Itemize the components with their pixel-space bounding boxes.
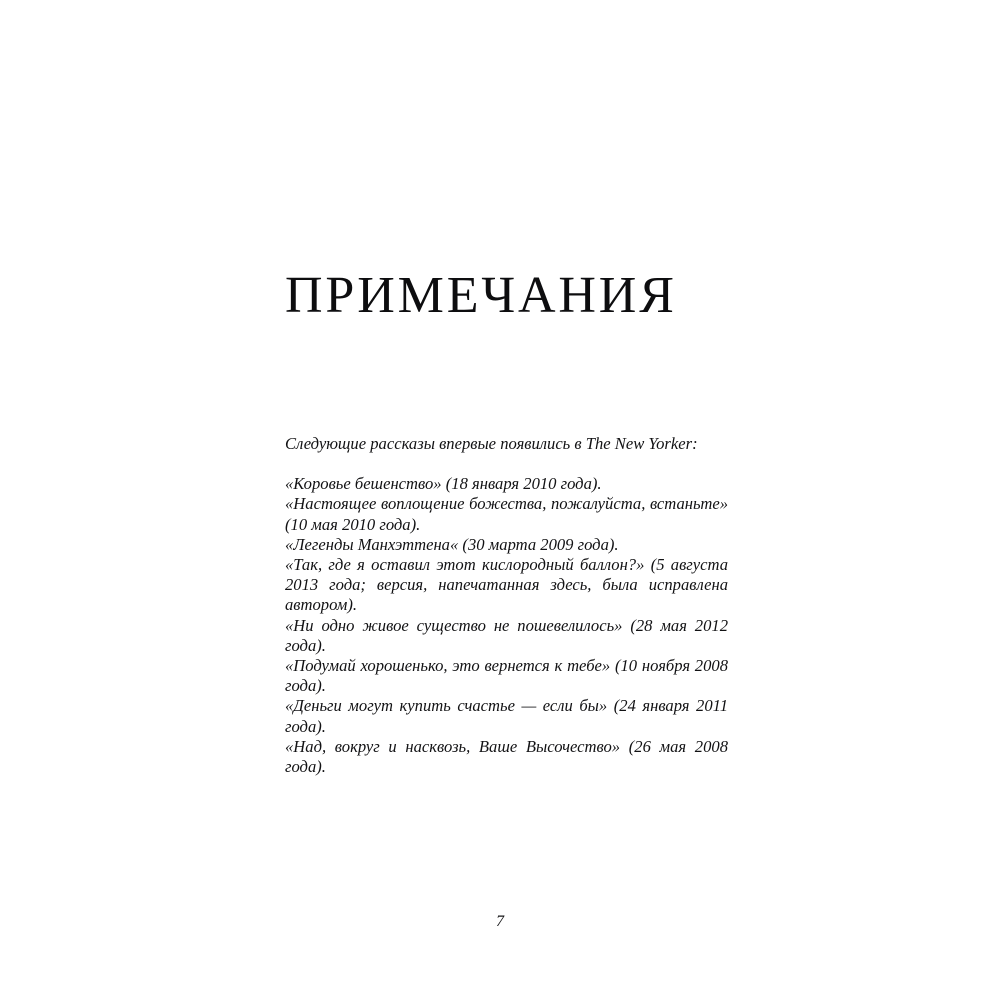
- list-item: «Деньги могут купить счастье — если бы» (24 января 2011 года).: [285, 696, 728, 736]
- list-item: «Так, где я оставил этот кислородный баллон?» (5 августа 2013 года; версия, напечатанная здесь, была исправлена автором).: [285, 555, 728, 615]
- intro-paragraph: Следующие рассказы впервые появились в The New Yorker:: [285, 434, 698, 453]
- list-item: «Над, вокруг и насквозь, Ваше Высочество» (26 мая 2008 года).: [285, 736, 728, 777]
- story-credits-list: [285, 474, 728, 777]
- text-column: [285, 434, 728, 777]
- page-title: ПРИМЕЧАНИЯ: [285, 266, 677, 324]
- list-item: «Ни одно живое существо не пошевелилось» (28 мая 2012 года).: [285, 615, 728, 655]
- list-item: «Подумай хорошенько, это вернется к тебе» (10 ноября 2008 года).: [285, 656, 728, 696]
- list-item: «Коровье бешенство» (18 января 2010 года).: [285, 474, 602, 494]
- list-item: «Легенды Манхэттена« (30 марта 2009 года).: [285, 534, 619, 554]
- page-number: 7: [496, 913, 504, 930]
- list-item: «Настоящее воплощение божества, пожалуйста, встаньте» (10 мая 2010 года).: [285, 494, 728, 534]
